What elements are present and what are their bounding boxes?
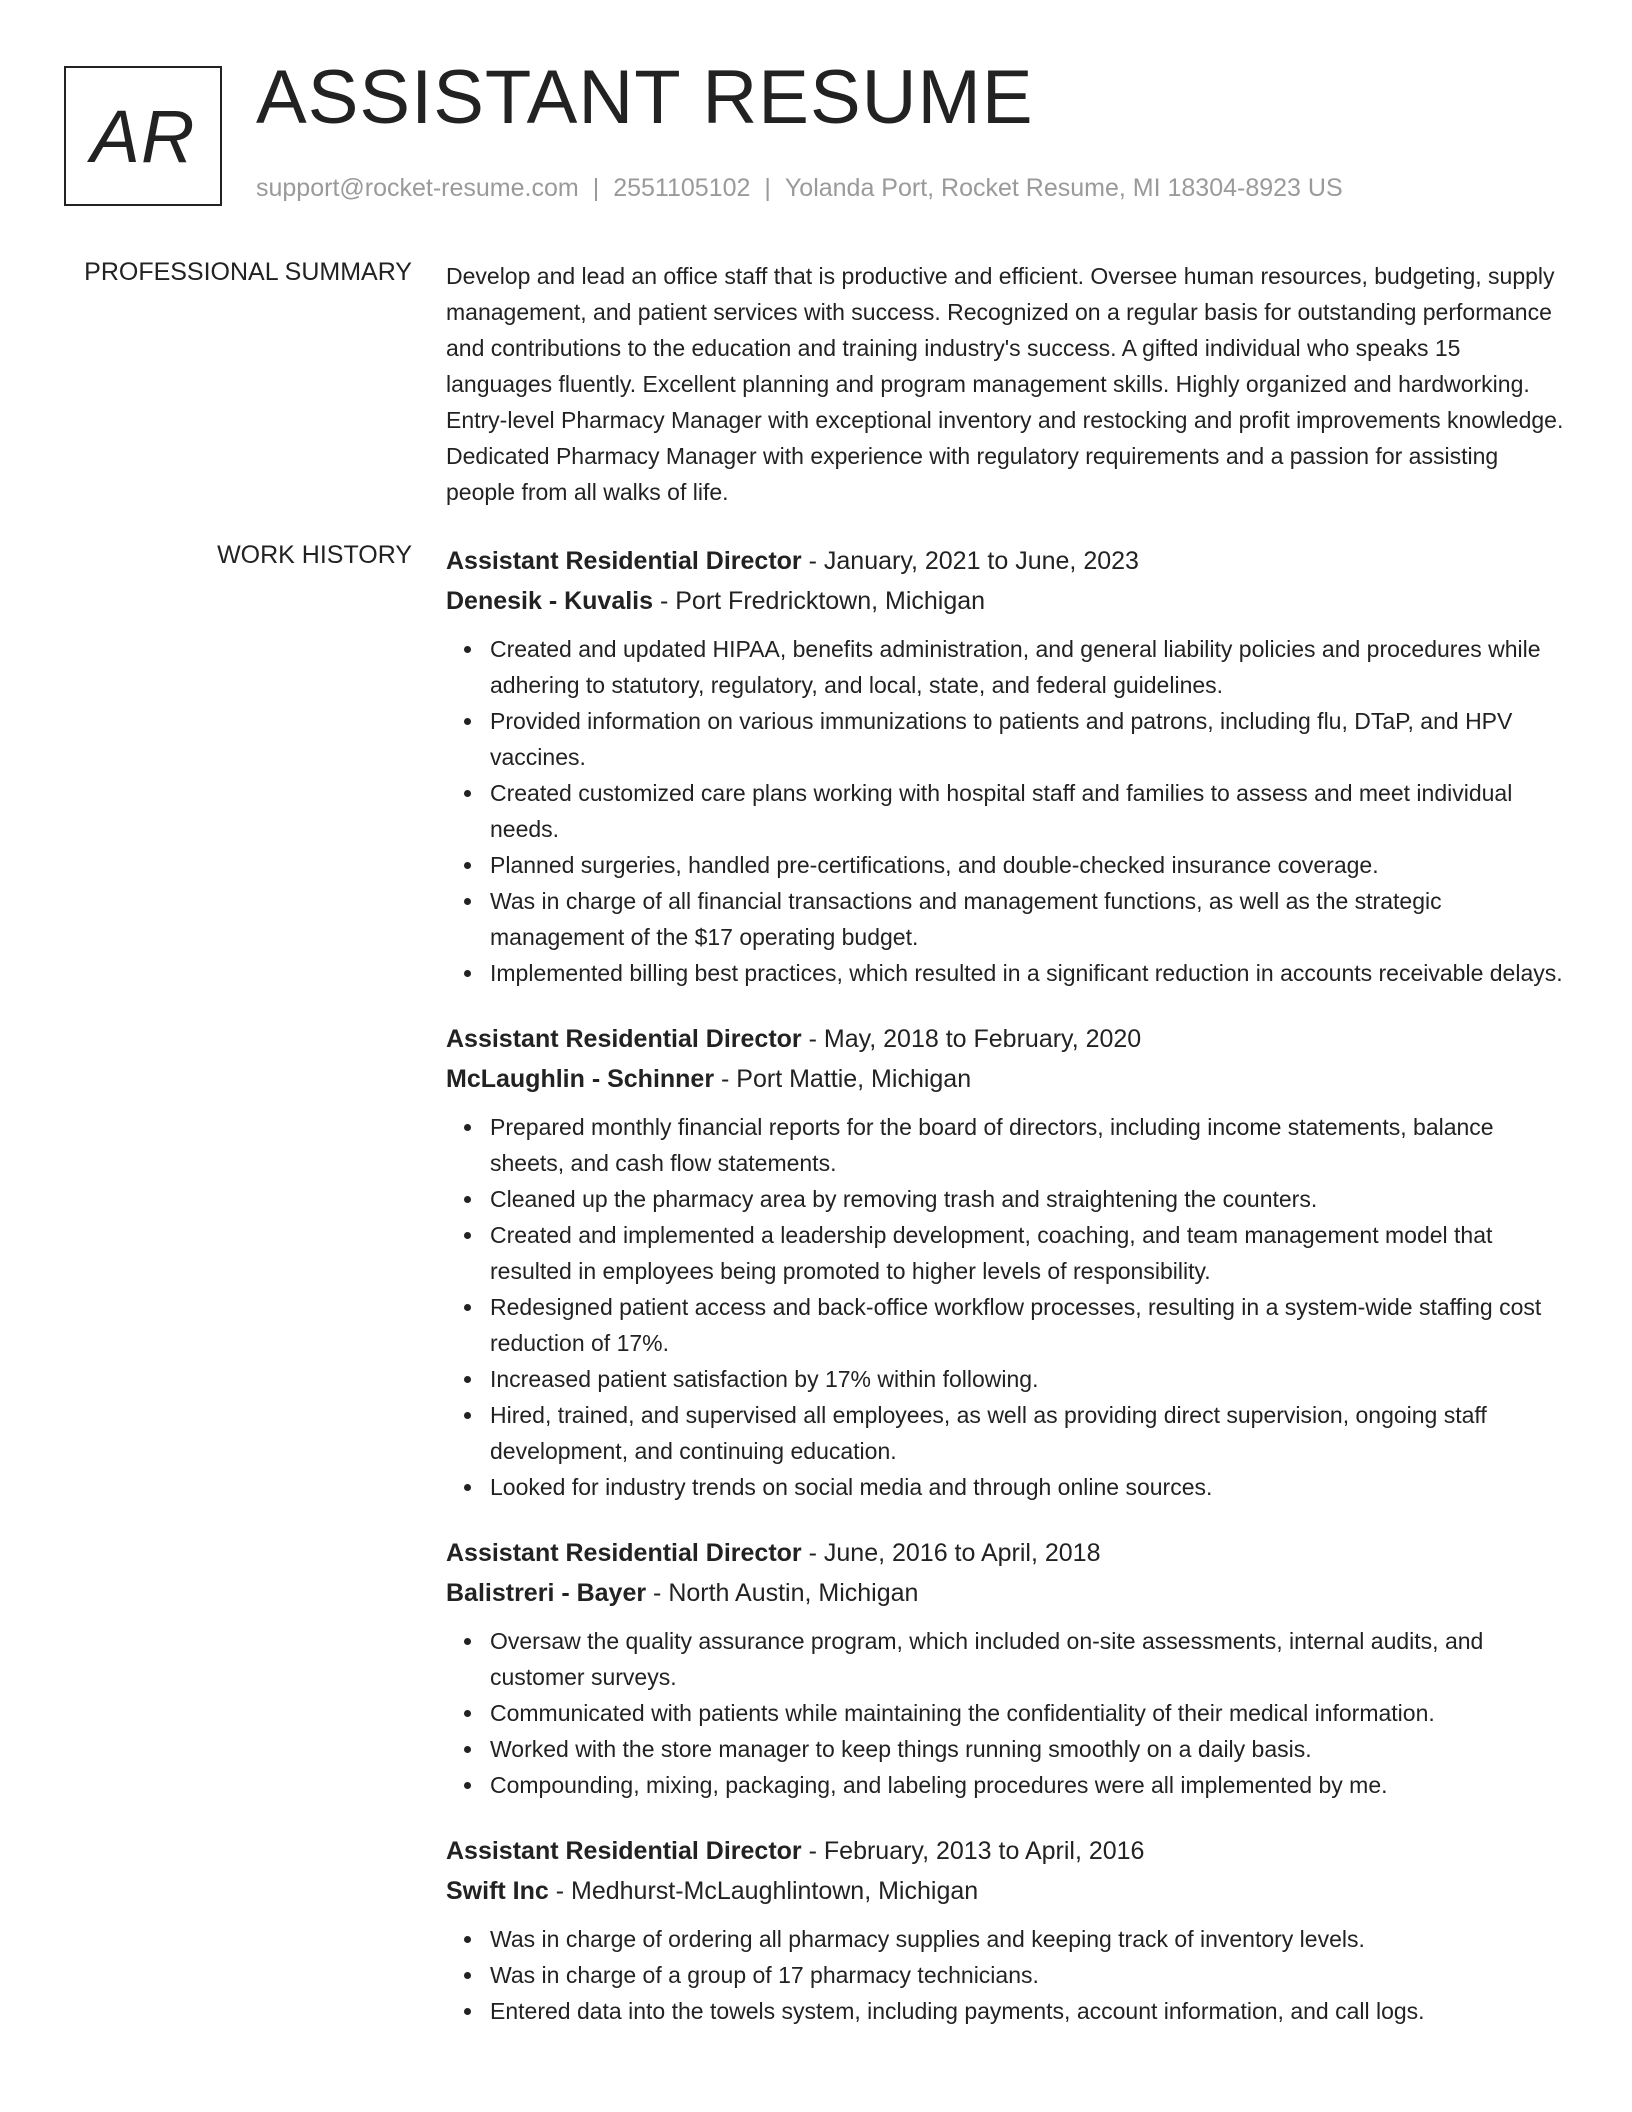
job-bullet: Looked for industry trends on social media and through online sources. [490,1469,1566,1505]
job-bullet: Compounding, mixing, packaging, and labeling procedures were all implemented by me. [490,1767,1566,1803]
job-location: - Port Fredricktown, Michigan [653,587,986,615]
job-bullet: Implemented billing best practices, which resulted in a significant reduction in accounts receivable delays. [490,955,1566,991]
page-title: ASSISTANT RESUME [256,55,1034,140]
job-dates: - June, 2016 to April, 2018 [801,1539,1101,1567]
job-title-line [446,1831,1566,1871]
job-bullet: Oversaw the quality assurance program, which included on-site assessments, internal audits, and customer surveys. [490,1623,1566,1695]
job-bullet: Created and updated HIPAA, benefits administration, and general liability policies and procedures while adhering to statutory, regulatory, and local, state, and federal guidelines. [490,631,1566,703]
job-bullet: Increased patient satisfaction by 17% within following. [490,1361,1566,1397]
section-label-summary: PROFESSIONAL SUMMARY [84,258,412,286]
job-bullet: Created and implemented a leadership development, coaching, and team management model that resulted in employees being promoted to higher levels of responsibility. [490,1217,1566,1289]
job-bullet: Provided information on various immunizations to patients and patrons, including flu, DTaP, and HPV vaccines. [490,703,1566,775]
job-entry [446,1533,1566,1803]
job-location: - Port Mattie, Michigan [714,1065,972,1093]
job-company: Denesik - Kuvalis [446,587,654,615]
job-title: Assistant Residential Director [446,1837,802,1865]
job-bullet: Redesigned patient access and back-office workflow processes, resulting in a system-wide staffing cost reduction of 17%. [490,1289,1566,1361]
job-bullet: Worked with the store manager to keep things running smoothly on a daily basis. [490,1731,1566,1767]
job-entry [446,1831,1566,2029]
job-bullet-list [446,631,1566,991]
job-bullet: Cleaned up the pharmacy area by removing trash and straightening the counters. [490,1181,1566,1217]
job-company: Swift Inc [446,1877,549,1905]
job-bullet: Communicated with patients while maintaining the confidentiality of their medical information. [490,1695,1566,1731]
job-dates: - February, 2013 to April, 2016 [801,1837,1145,1865]
section-label-work-history: WORK HISTORY [217,541,412,569]
job-company: Balistreri - Bayer [446,1579,647,1607]
job-title: Assistant Residential Director [446,1025,802,1053]
job-title-line [446,1019,1566,1059]
job-bullet-list [446,1921,1566,2029]
contact-line [256,174,1343,203]
contact-address: Yolanda Port, Rocket Resume, MI 18304-8923 US [784,174,1343,202]
contact-phone: 2551105102 [613,174,751,202]
job-bullet: Created customized care plans working with hospital staff and families to assess and meet individual needs. [490,775,1566,847]
contact-separator: | [592,174,600,202]
job-bullet-list [446,1109,1566,1505]
job-bullet: Was in charge of all financial transactions and management functions, as well as the strategic management of the $17 operating budget. [490,883,1566,955]
job-bullet: Prepared monthly financial reports for the board of directors, including income statements, balance sheets, and cash flow statements. [490,1109,1566,1181]
contact-separator: | [764,174,771,202]
work-history-body [446,541,1566,2057]
job-bullet: Hired, trained, and supervised all employees, as well as providing direct supervision, ongoing staff development, and continuing education. [490,1397,1566,1469]
summary-body [446,258,1566,510]
job-title: Assistant Residential Director [446,547,802,575]
job-dates: - May, 2018 to February, 2020 [801,1025,1142,1053]
job-company-line [446,1573,1566,1613]
monogram: AR [64,66,222,206]
job-company-line [446,581,1566,621]
job-bullet: Planned surgeries, handled pre-certifications, and double-checked insurance coverage. [490,847,1566,883]
job-title-line [446,1533,1566,1573]
job-company-line [446,1871,1566,1911]
contact-email: support@rocket-resume.com [256,174,579,202]
job-bullet: Was in charge of ordering all pharmacy supplies and keeping track of inventory levels. [490,1921,1566,1957]
job-entry [446,1019,1566,1505]
job-bullet: Was in charge of a group of 17 pharmacy technicians. [490,1957,1566,1993]
job-bullet: Entered data into the towels system, including payments, account information, and call logs. [490,1993,1566,2029]
job-company-line [446,1059,1566,1099]
job-location: - Medhurst-McLaughlintown, Michigan [548,1877,979,1905]
summary-text: Develop and lead an office staff that is productive and efficient. Oversee human resources, budgeting, supply management, and patient services with success. Recognized on a regular basis for outstanding performance and contributions to the education and training industry's success. A gifted individual who speaks 15 languages fluently. Excellent planning and program management skills. Highly organized and hardworking. Entry-level Pharmacy Manager with exceptional inventory and restocking and profit improvements knowledge. Dedicated Pharmacy Manager with experience with regulatory requirements and a passion for assisting people from all walks of life. [446,263,1564,505]
job-title: Assistant Residential Director [446,1539,802,1567]
job-title-line [446,541,1566,581]
job-entry [446,541,1566,991]
job-dates: - January, 2021 to June, 2023 [801,547,1139,575]
job-bullet-list [446,1623,1566,1803]
job-location: - North Austin, Michigan [646,1579,919,1607]
job-company: McLaughlin - Schinner [446,1065,715,1093]
